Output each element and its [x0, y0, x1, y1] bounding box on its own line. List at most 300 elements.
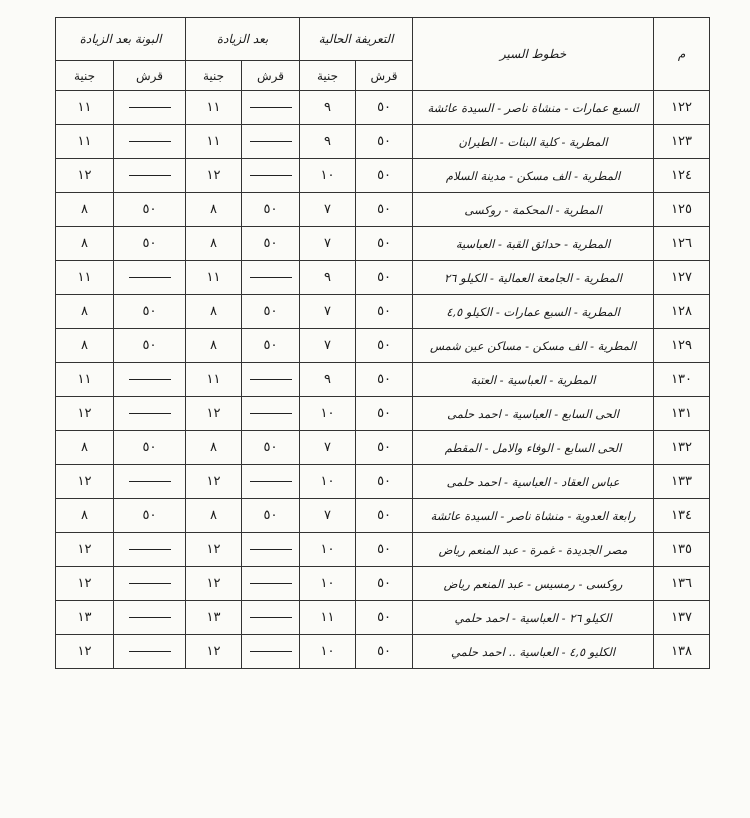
after-qirsh	[242, 227, 300, 261]
after-gneh	[186, 159, 242, 193]
current-gneh	[300, 465, 356, 499]
bono-qirsh-text: ٥٠	[142, 304, 157, 319]
table-row	[56, 159, 710, 193]
row-number-text: ١٣٨	[671, 644, 693, 659]
current-gneh-text: ١٠	[320, 644, 335, 659]
bono-qirsh	[114, 261, 186, 295]
bono-qirsh	[114, 329, 186, 363]
table-row	[56, 465, 710, 499]
current-qirsh-text: ٥٠	[377, 202, 392, 217]
bono-gneh	[56, 125, 114, 159]
table-row	[56, 397, 710, 431]
after-gneh	[186, 601, 242, 635]
after-gneh	[186, 431, 242, 465]
bono-qirsh	[114, 465, 186, 499]
current-qirsh	[356, 125, 413, 159]
row-number	[654, 533, 710, 567]
dash-line	[250, 379, 292, 380]
current-qirsh-text: ٥٠	[377, 236, 392, 251]
current-qirsh	[356, 465, 413, 499]
bono-qirsh	[114, 397, 186, 431]
current-gneh	[300, 397, 356, 431]
after-qirsh	[242, 261, 300, 295]
table-row	[56, 431, 710, 465]
bono-gneh	[56, 295, 114, 329]
table-row	[56, 601, 710, 635]
after-gneh-text: ١٢	[206, 168, 221, 183]
row-number-text: ١٣٢	[671, 440, 693, 455]
bono-gneh-text: ١٢	[77, 542, 92, 557]
route-name	[413, 227, 654, 261]
current-qirsh-text: ٥٠	[377, 644, 392, 659]
header-after-increase: بعد الزيادة	[186, 18, 300, 61]
after-qirsh-text: ٥٠	[263, 440, 278, 455]
bono-qirsh	[114, 193, 186, 227]
row-number-text: ١٣٥	[671, 542, 693, 557]
after-qirsh	[242, 567, 300, 601]
bono-gneh	[56, 91, 114, 125]
header-num: م	[654, 18, 710, 91]
bono-qirsh-text: ٥٠	[142, 508, 157, 523]
current-qirsh	[356, 499, 413, 533]
current-gneh-text: ١٠	[320, 168, 335, 183]
bono-qirsh-text: ٥٠	[142, 338, 157, 353]
after-qirsh	[242, 533, 300, 567]
current-qirsh-text: ٥٠	[377, 134, 392, 149]
after-qirsh	[242, 499, 300, 533]
current-gneh	[300, 193, 356, 227]
header-current-fare: التعريفة الحالية	[300, 18, 413, 61]
header-after-gneh: جنية	[186, 61, 242, 91]
route-name-text: السبع عمارات - منشاة ناصر - السيدة عائشة	[427, 100, 639, 115]
header-bono-after-increase: البونة بعد الزيادة	[56, 18, 186, 61]
route-name	[413, 465, 654, 499]
bono-qirsh	[114, 363, 186, 397]
dash-line	[129, 107, 171, 108]
bono-qirsh	[114, 431, 186, 465]
current-gneh	[300, 431, 356, 465]
row-number	[654, 227, 710, 261]
after-qirsh	[242, 601, 300, 635]
route-name-text: المطرية - كلية البنات - الطيران	[458, 134, 608, 149]
current-qirsh-text: ٥٠	[377, 542, 392, 557]
route-name	[413, 329, 654, 363]
current-gneh	[300, 295, 356, 329]
current-qirsh-text: ٥٠	[377, 270, 392, 285]
dash-line	[250, 175, 292, 176]
after-qirsh-text: ٥٠	[263, 202, 278, 217]
bono-qirsh	[114, 159, 186, 193]
dash-line	[129, 379, 171, 380]
after-qirsh	[242, 635, 300, 669]
row-number	[654, 465, 710, 499]
route-name-text: المطرية - السبع عمارات - الكيلو ٤,٥	[446, 304, 620, 319]
current-gneh-text: ٧	[324, 440, 332, 455]
after-gneh-text: ٨	[210, 508, 218, 523]
current-gneh-text: ٧	[324, 508, 332, 523]
route-name-text: الحى السابع - العباسية - احمد حلمى	[447, 406, 619, 421]
current-gneh	[300, 227, 356, 261]
bono-qirsh	[114, 295, 186, 329]
bono-gneh-text: ١١	[77, 372, 92, 387]
route-name	[413, 499, 654, 533]
current-qirsh	[356, 635, 413, 669]
after-gneh-text: ٨	[210, 440, 218, 455]
row-number-text: ١٢٥	[671, 202, 693, 217]
after-qirsh	[242, 465, 300, 499]
header-after-qirsh: قرش	[242, 61, 300, 91]
bono-qirsh	[114, 567, 186, 601]
current-qirsh	[356, 363, 413, 397]
row-number-text: ١٢٣	[671, 134, 693, 149]
bono-gneh	[56, 261, 114, 295]
header-current-qirsh: قرش	[356, 61, 413, 91]
current-gneh	[300, 567, 356, 601]
bono-gneh-text: ٨	[81, 236, 88, 251]
route-name	[413, 601, 654, 635]
after-gneh-text: ١٢	[206, 474, 221, 489]
bono-qirsh	[114, 125, 186, 159]
after-qirsh	[242, 329, 300, 363]
after-qirsh-text: ٥٠	[263, 304, 278, 319]
bono-gneh-text: ١٢	[77, 576, 92, 591]
current-qirsh-text: ٥٠	[377, 508, 392, 523]
current-gneh-text: ٩	[324, 134, 332, 149]
dash-line	[129, 481, 171, 482]
current-gneh	[300, 261, 356, 295]
bono-gneh	[56, 499, 114, 533]
current-gneh-text: ٩	[324, 372, 332, 387]
bono-gneh-text: ٨	[81, 304, 88, 319]
row-number-text: ١٣٤	[671, 508, 693, 523]
current-gneh-text: ١٠	[320, 406, 335, 421]
bono-gneh	[56, 329, 114, 363]
after-qirsh	[242, 193, 300, 227]
bono-gneh-text: ١٢	[77, 406, 92, 421]
route-name-text: روكسى - رمسيس - عبد المنعم رياض	[443, 576, 623, 591]
current-gneh	[300, 499, 356, 533]
current-qirsh-text: ٥٠	[377, 168, 392, 183]
after-qirsh-text: ٥٠	[263, 508, 278, 523]
row-number-text: ١٢٩	[671, 338, 693, 353]
current-qirsh	[356, 533, 413, 567]
row-number-text: ١٢٦	[671, 236, 693, 251]
after-qirsh-text: ٥٠	[263, 338, 278, 353]
table-row	[56, 91, 710, 125]
current-gneh-text: ٧	[324, 304, 332, 319]
row-number	[654, 397, 710, 431]
row-number	[654, 431, 710, 465]
after-gneh-text: ١١	[206, 134, 221, 149]
current-qirsh-text: ٥٠	[377, 338, 392, 353]
current-qirsh	[356, 431, 413, 465]
after-gneh	[186, 91, 242, 125]
route-name	[413, 431, 654, 465]
after-gneh	[186, 533, 242, 567]
row-number	[654, 601, 710, 635]
row-number	[654, 329, 710, 363]
route-name-text: الكليو ٤,٥ - العباسية .. احمد حلمي	[451, 644, 616, 659]
current-qirsh	[356, 295, 413, 329]
route-name	[413, 567, 654, 601]
dash-line	[250, 549, 292, 550]
dash-line	[250, 617, 292, 618]
after-gneh-text: ١٢	[206, 542, 221, 557]
route-name	[413, 635, 654, 669]
current-gneh	[300, 363, 356, 397]
bono-gneh	[56, 397, 114, 431]
dash-line	[250, 277, 292, 278]
after-gneh	[186, 465, 242, 499]
dash-line	[129, 651, 171, 652]
bono-qirsh	[114, 227, 186, 261]
row-number-text: ١٣٦	[671, 576, 693, 591]
fare-rows	[56, 91, 710, 669]
route-name-text: المطرية - المحكمة - روكسى	[464, 202, 602, 217]
route-name	[413, 363, 654, 397]
route-name	[413, 295, 654, 329]
current-gneh-text: ١٠	[320, 576, 335, 591]
row-number	[654, 159, 710, 193]
route-name-text: المطرية - العباسية - العتبة	[470, 372, 596, 387]
after-gneh	[186, 329, 242, 363]
current-gneh	[300, 329, 356, 363]
current-qirsh-text: ٥٠	[377, 304, 392, 319]
bono-qirsh-text: ٥٠	[142, 236, 157, 251]
bono-gneh-text: ١٢	[77, 474, 92, 489]
route-name	[413, 193, 654, 227]
bono-qirsh	[114, 499, 186, 533]
after-gneh-text: ٨	[210, 236, 218, 251]
after-qirsh	[242, 91, 300, 125]
bono-gneh	[56, 635, 114, 669]
current-gneh-text: ١٠	[320, 542, 335, 557]
row-number	[654, 635, 710, 669]
bono-gneh-text: ١١	[77, 134, 92, 149]
row-number	[654, 193, 710, 227]
after-gneh-text: ١٢	[206, 576, 221, 591]
after-qirsh	[242, 363, 300, 397]
row-number-text: ١٢٧	[671, 270, 693, 285]
after-gneh	[186, 635, 242, 669]
route-name	[413, 125, 654, 159]
bono-gneh	[56, 227, 114, 261]
table-row	[56, 499, 710, 533]
dash-line	[250, 413, 292, 414]
dash-line	[129, 583, 171, 584]
row-number	[654, 295, 710, 329]
route-name-text: المطرية - الف مسكن - مدينة السلام	[445, 168, 621, 183]
current-qirsh-text: ٥٠	[377, 440, 392, 455]
row-number-text: ١٢٤	[671, 168, 693, 183]
bono-gneh	[56, 601, 114, 635]
row-number-text: ١٣٧	[671, 610, 693, 625]
current-gneh-text: ١١	[320, 610, 335, 625]
row-number	[654, 261, 710, 295]
dash-line	[129, 617, 171, 618]
dash-line	[129, 413, 171, 414]
header-route: خطوط السير	[413, 18, 654, 91]
after-gneh-text: ٨	[210, 202, 218, 217]
after-qirsh	[242, 159, 300, 193]
table-row	[56, 227, 710, 261]
row-number	[654, 125, 710, 159]
after-gneh-text: ١٢	[206, 406, 221, 421]
current-gneh-text: ١٠	[320, 474, 335, 489]
bono-qirsh-text: ٥٠	[142, 440, 157, 455]
after-gneh	[186, 295, 242, 329]
after-gneh	[186, 499, 242, 533]
route-name	[413, 533, 654, 567]
current-qirsh	[356, 193, 413, 227]
after-gneh	[186, 193, 242, 227]
dash-line	[129, 277, 171, 278]
after-gneh-text: ٨	[210, 304, 218, 319]
table-row	[56, 329, 710, 363]
bono-gneh	[56, 567, 114, 601]
current-gneh-text: ٧	[324, 338, 332, 353]
current-qirsh	[356, 329, 413, 363]
row-number-text: ١٢٢	[671, 100, 693, 115]
current-qirsh	[356, 397, 413, 431]
current-qirsh-text: ٥٠	[377, 576, 392, 591]
row-number	[654, 499, 710, 533]
table-row	[56, 635, 710, 669]
after-gneh-text: ١١	[206, 100, 221, 115]
current-gneh-text: ٩	[324, 100, 332, 115]
bono-qirsh-text: ٥٠	[142, 202, 157, 217]
row-number-text: ١٣٠	[671, 372, 693, 387]
route-name-text: مصر الجديدة - غمرة - عبد المنعم رياض	[438, 542, 628, 557]
bono-gneh-text: ١٢	[77, 644, 92, 659]
dash-line	[250, 651, 292, 652]
current-qirsh	[356, 567, 413, 601]
table-row	[56, 533, 710, 567]
current-gneh	[300, 533, 356, 567]
current-qirsh-text: ٥٠	[377, 372, 392, 387]
after-qirsh	[242, 397, 300, 431]
bono-gneh	[56, 465, 114, 499]
route-name	[413, 261, 654, 295]
table-row	[56, 193, 710, 227]
route-name-text: الحى السابع - الوفاء والامل - المقطم	[444, 440, 622, 455]
current-gneh-text: ٧	[324, 202, 332, 217]
dash-line	[250, 107, 292, 108]
route-name	[413, 397, 654, 431]
bono-gneh-text: ١١	[77, 270, 92, 285]
bono-gneh-text: ٨	[81, 440, 88, 455]
after-gneh	[186, 397, 242, 431]
bono-gneh-text: ٨	[81, 202, 88, 217]
row-number	[654, 567, 710, 601]
table-row	[56, 363, 710, 397]
current-qirsh-text: ٥٠	[377, 100, 392, 115]
table-row	[56, 567, 710, 601]
bono-gneh-text: ١٢	[77, 168, 92, 183]
after-gneh-text: ١٣	[206, 610, 221, 625]
fare-table	[55, 17, 710, 669]
current-qirsh-text: ٥٠	[377, 406, 392, 421]
bono-gneh-text: ١١	[77, 100, 92, 115]
route-name-text: المطرية - الف مسكن - مساكن عين شمس	[429, 338, 637, 353]
bono-gneh	[56, 193, 114, 227]
table-row	[56, 295, 710, 329]
dash-line	[250, 481, 292, 482]
route-name-text: المطرية - الجامعة العمالية - الكيلو ٢٦	[444, 270, 622, 285]
bono-gneh	[56, 159, 114, 193]
header-bono-gneh: جنية	[56, 61, 114, 91]
table-row	[56, 261, 710, 295]
row-number	[654, 363, 710, 397]
bono-gneh-text: ٨	[81, 508, 88, 523]
current-qirsh	[356, 91, 413, 125]
bono-qirsh	[114, 635, 186, 669]
dash-line	[129, 175, 171, 176]
after-gneh	[186, 261, 242, 295]
after-gneh	[186, 567, 242, 601]
current-gneh-text: ٩	[324, 270, 332, 285]
route-name	[413, 159, 654, 193]
bono-gneh	[56, 363, 114, 397]
dash-line	[129, 141, 171, 142]
row-number	[654, 91, 710, 125]
after-gneh-text: ٨	[210, 338, 218, 353]
after-gneh	[186, 363, 242, 397]
route-name-text: رابعة العدوية - منشاة ناصر - السيدة عائشة	[430, 508, 636, 523]
after-gneh-text: ١١	[206, 270, 221, 285]
route-name	[413, 91, 654, 125]
dash-line	[250, 583, 292, 584]
after-gneh	[186, 125, 242, 159]
after-qirsh-text: ٥٠	[263, 236, 278, 251]
row-number-text: ١٣١	[671, 406, 693, 421]
bono-qirsh	[114, 91, 186, 125]
bono-gneh	[56, 533, 114, 567]
bono-gneh	[56, 431, 114, 465]
current-qirsh	[356, 261, 413, 295]
after-gneh-text: ١١	[206, 372, 221, 387]
bono-gneh-text: ٨	[81, 338, 88, 353]
after-gneh	[186, 227, 242, 261]
dash-line	[129, 549, 171, 550]
current-gneh	[300, 635, 356, 669]
current-gneh	[300, 91, 356, 125]
bono-qirsh	[114, 533, 186, 567]
current-gneh	[300, 159, 356, 193]
table-row	[56, 125, 710, 159]
header-current-gneh: جنية	[300, 61, 356, 91]
current-qirsh-text: ٥٠	[377, 610, 392, 625]
current-qirsh	[356, 159, 413, 193]
bono-qirsh	[114, 601, 186, 635]
dash-line	[250, 141, 292, 142]
bono-gneh-text: ١٣	[77, 610, 92, 625]
current-qirsh	[356, 227, 413, 261]
current-qirsh	[356, 601, 413, 635]
current-gneh-text: ٧	[324, 236, 332, 251]
header-bono-qirsh: قرش	[114, 61, 186, 91]
after-qirsh	[242, 125, 300, 159]
after-qirsh	[242, 431, 300, 465]
route-name-text: الكيلو ٢٦ - العباسية - احمد حلمي	[454, 610, 612, 625]
after-qirsh	[242, 295, 300, 329]
route-name-text: المطرية - حدائق القبة - العباسية	[455, 236, 611, 251]
current-gneh	[300, 601, 356, 635]
row-number-text: ١٣٣	[671, 474, 693, 489]
current-qirsh-text: ٥٠	[377, 474, 392, 489]
row-number-text: ١٢٨	[671, 304, 693, 319]
route-name-text: عباس العقاد - العباسية - احمد حلمى	[446, 474, 620, 489]
